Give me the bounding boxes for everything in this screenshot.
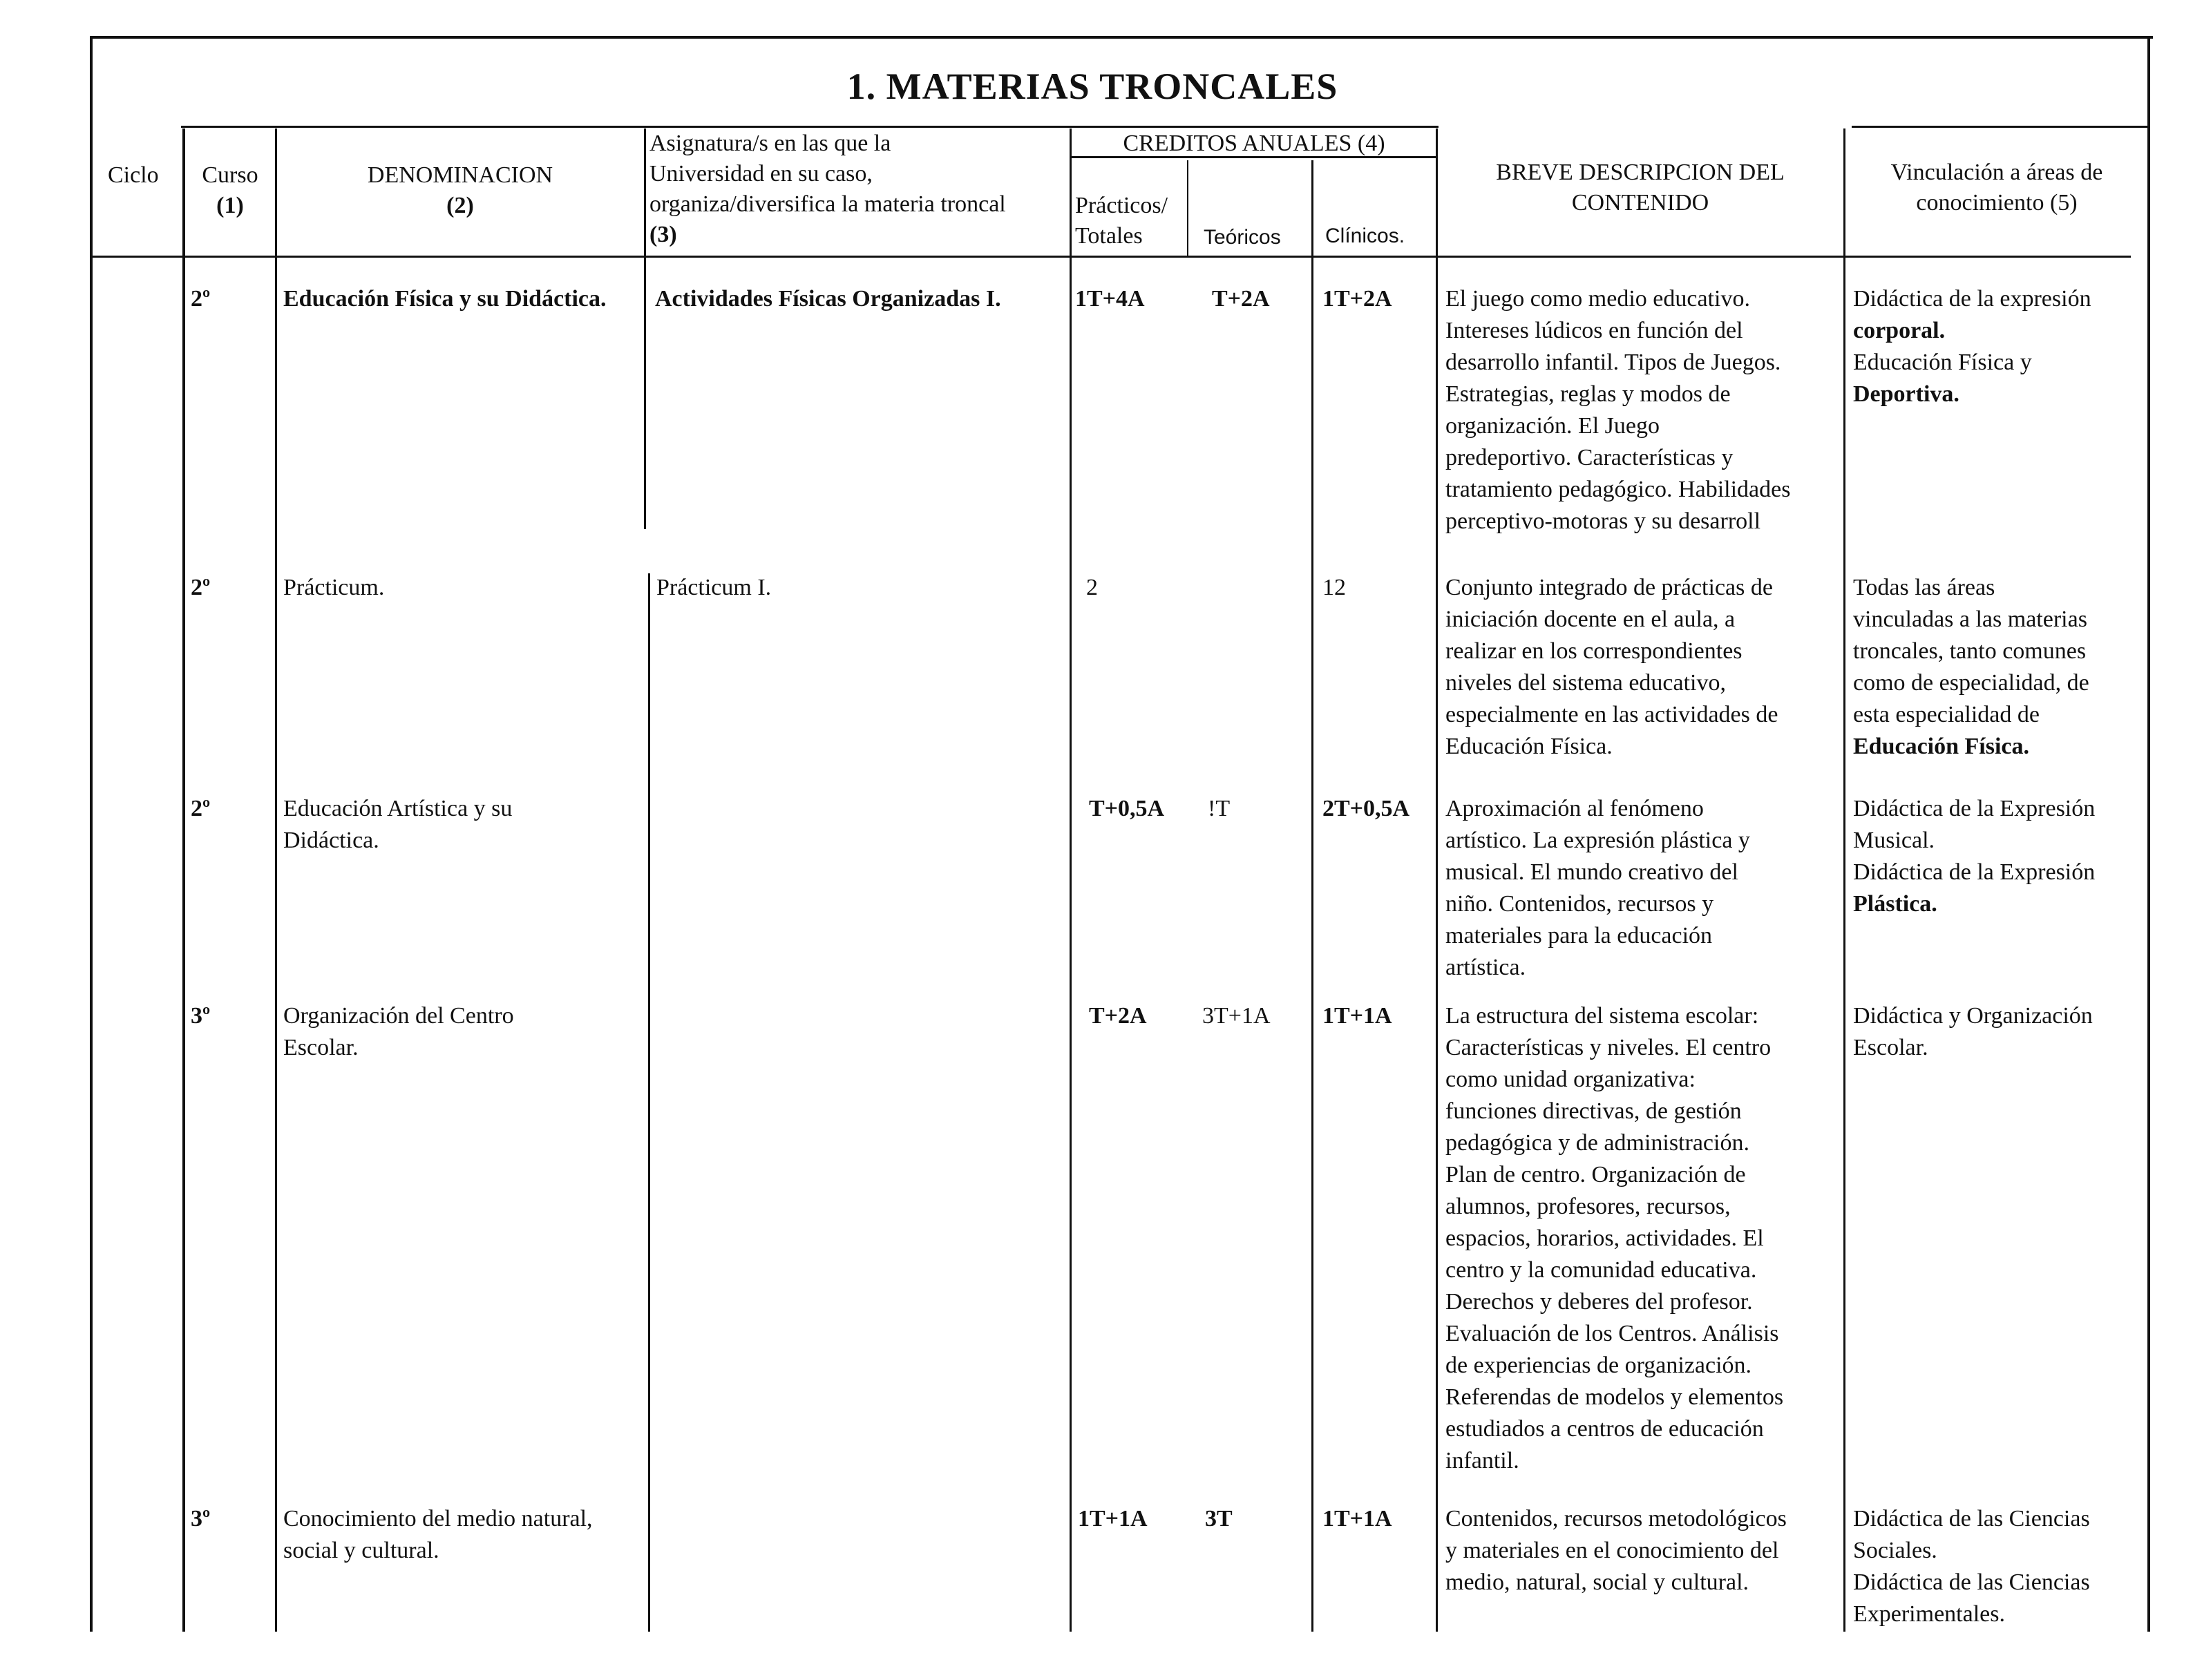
row3-curso: 2º bbox=[191, 796, 211, 821]
header-practicos-line: Prácticos/ bbox=[1075, 193, 1168, 218]
header-vinculacion-line: conocimiento (5) bbox=[1916, 190, 2078, 216]
row2-descripcion-line: Educación Física. bbox=[1445, 734, 1613, 759]
row1-vinculacion-line: corporal. bbox=[1853, 318, 1946, 343]
title-underline bbox=[181, 126, 1439, 128]
col-divider-teoricos bbox=[1187, 160, 1188, 256]
header-breve-line: BREVE DESCRIPCION DEL bbox=[1496, 160, 1785, 185]
row1-descripcion-line: desarrollo infantil. Tipos de Juegos. bbox=[1445, 350, 1781, 375]
row4-descripcion-line: estudiados a centros de educación bbox=[1445, 1416, 1764, 1442]
row5-descripcion bbox=[1445, 1503, 1846, 1598]
row4-descripcion-line: de experiencias de organización. bbox=[1445, 1353, 1752, 1378]
row1-descripcion-line: El juego como medio educativo. bbox=[1445, 286, 1750, 312]
row5-descripcion-line: Contenidos, recursos metodológicos bbox=[1445, 1506, 1787, 1531]
header-teoricos: Teóricos bbox=[1204, 226, 1281, 249]
header-curso-ref: (1) bbox=[216, 193, 244, 218]
row3-descripcion-line: niño. Contenidos, recursos y bbox=[1445, 891, 1714, 917]
row2-denominacion bbox=[283, 572, 643, 604]
row1-descripcion-line: organización. El Juego bbox=[1445, 413, 1660, 439]
row2-vinculacion-line: Educación Física. bbox=[1853, 734, 2030, 759]
row3-vinculacion-line: Didáctica de la Expresión bbox=[1853, 796, 2096, 821]
row2-asignatura: Prácticum I. bbox=[656, 575, 772, 600]
row3-teoricos: !T bbox=[1208, 796, 1231, 821]
row3-descripcion bbox=[1445, 793, 1846, 984]
row5-teoricos: 3T bbox=[1205, 1506, 1233, 1531]
row5-vinculacion-line: Experimentales. bbox=[1853, 1601, 2005, 1627]
row4-descripcion-line: Evaluación de los Centros. Análisis bbox=[1445, 1321, 1779, 1346]
row4-denominacion-line: Organización del Centro bbox=[283, 1003, 514, 1029]
row4-descripcion-line: infantil. bbox=[1445, 1448, 1519, 1473]
row5-vinculacion bbox=[1853, 1503, 2143, 1630]
col-divider-asignatura bbox=[644, 128, 646, 529]
row2-descripcion-line: iniciación docente en el aula, a bbox=[1445, 607, 1736, 632]
col-divider-denominacion bbox=[275, 128, 277, 1632]
row2-vinculacion-line: vinculadas a las materias bbox=[1853, 607, 2087, 632]
row3-descripcion-line: Aproximación al fenómeno bbox=[1445, 796, 1704, 821]
header-asignatura bbox=[649, 128, 1070, 250]
row4-descripcion-line: como unidad organizativa: bbox=[1445, 1067, 1696, 1092]
row1-clinicos: 1T+2A bbox=[1322, 286, 1392, 312]
row3-descripcion-line: musical. El mundo creativo del bbox=[1445, 859, 1738, 885]
header-curso bbox=[187, 160, 274, 221]
row4-descripcion-line: Derechos y deberes del profesor. bbox=[1445, 1289, 1753, 1315]
row2-vinculacion-line: Todas las áreas bbox=[1853, 575, 1995, 600]
row2-descripcion-line: realizar en los correspondientes bbox=[1445, 638, 1743, 664]
row4-curso: 3º bbox=[191, 1003, 211, 1029]
header-asignatura-line: organiza/diversifica la materia troncal bbox=[649, 191, 1006, 217]
row3-denominacion-line: Didáctica. bbox=[283, 828, 379, 853]
row1-asignatura: Actividades Físicas Organizadas I. bbox=[655, 286, 1001, 312]
row1-vinculacion-line: Educación Física y bbox=[1853, 350, 2032, 375]
row4-clinicos: 1T+1A bbox=[1322, 1003, 1392, 1029]
row3-clinicos: 2T+0,5A bbox=[1322, 796, 1410, 821]
header-breve-line: CONTENIDO bbox=[1571, 190, 1709, 216]
row1-denominacion-line: Educación Física y su Didáctica. bbox=[283, 286, 607, 312]
row1-descripcion bbox=[1445, 283, 1846, 537]
title-underline-right bbox=[1852, 126, 2149, 128]
row4-descripcion-line: Plan de centro. Organización de bbox=[1445, 1162, 1746, 1187]
row2-descripcion-line: niveles del sistema educativo, bbox=[1445, 670, 1726, 696]
col-divider-asignatura-lower bbox=[648, 573, 650, 1632]
row3-practicos: T+0,5A bbox=[1089, 796, 1165, 821]
row2-vinculacion-line: troncales, tanto comunes bbox=[1853, 638, 2087, 664]
row2-vinculacion-line: como de especialidad, de bbox=[1853, 670, 2089, 696]
header-creditos: CREDITOS ANUALES (4) bbox=[1123, 131, 1385, 156]
header-clinicos: Clínicos. bbox=[1325, 225, 1405, 247]
row2-descripcion-line: Conjunto integrado de prácticas de bbox=[1445, 575, 1773, 600]
row4-descripcion-line: centro y la comunidad educativa. bbox=[1445, 1257, 1757, 1283]
row4-descripcion-line: La estructura del sistema escolar: bbox=[1445, 1003, 1759, 1029]
frame-right-line bbox=[2147, 36, 2150, 1632]
header-denominacion bbox=[278, 160, 643, 221]
row3-vinculacion-line: Musical. bbox=[1853, 828, 1935, 853]
row5-denominacion bbox=[283, 1503, 643, 1567]
row2-denominacion-line: Prácticum. bbox=[283, 575, 385, 600]
header-curso-label: Curso bbox=[202, 162, 258, 188]
row2-vinculacion-line: esta especialidad de bbox=[1853, 702, 2040, 727]
col-divider-curso bbox=[182, 128, 185, 1632]
row1-descripcion-line: predeportivo. Características y bbox=[1445, 445, 1734, 470]
frame-left-line bbox=[90, 36, 93, 1632]
row4-vinculacion-line: Didáctica y Organización bbox=[1853, 1003, 2093, 1029]
row4-descripcion-line: alumnos, profesores, recursos, bbox=[1445, 1194, 1731, 1219]
row3-descripcion-line: artístico. La expresión plástica y bbox=[1445, 828, 1750, 853]
row1-curso: 2º bbox=[191, 286, 211, 312]
row1-descripcion-line: Intereses lúdicos en función del bbox=[1445, 318, 1743, 343]
header-vinculacion-line: Vinculación a áreas de bbox=[1890, 160, 2103, 185]
row2-clinicos: 12 bbox=[1322, 575, 1346, 600]
row4-denominacion bbox=[283, 1000, 643, 1064]
row5-vinculacion-line: Didáctica de las Ciencias bbox=[1853, 1569, 2090, 1595]
row5-denominacion-line: Conocimiento del medio natural, bbox=[283, 1506, 593, 1531]
row4-descripcion-line: pedagógica y de administración. bbox=[1445, 1130, 1749, 1156]
row3-descripcion-line: materiales para la educación bbox=[1445, 923, 1713, 948]
row2-descripcion-line: especialmente en las actividades de bbox=[1445, 702, 1778, 727]
col-divider-descripcion bbox=[1436, 128, 1438, 1632]
row3-denominacion bbox=[283, 793, 643, 857]
row5-denominacion-line: social y cultural. bbox=[283, 1538, 439, 1563]
row5-curso: 3º bbox=[191, 1506, 211, 1531]
row4-denominacion-line: Escolar. bbox=[283, 1035, 359, 1060]
header-asignatura-ref: (3) bbox=[649, 222, 677, 247]
row4-descripcion-line: Características y niveles. El centro bbox=[1445, 1035, 1772, 1060]
row5-clinicos: 1T+1A bbox=[1322, 1506, 1392, 1531]
row4-descripcion-line: espacios, horarios, actividades. El bbox=[1445, 1225, 1764, 1251]
header-ciclo: Ciclo bbox=[108, 162, 159, 188]
row1-descripcion-line: Estrategias, reglas y modos de bbox=[1445, 381, 1731, 407]
row4-teoricos: 3T+1A bbox=[1202, 1003, 1271, 1029]
header-vinculacion bbox=[1846, 158, 2147, 218]
row4-descripcion bbox=[1445, 1000, 1846, 1477]
row2-vinculacion bbox=[1853, 572, 2143, 763]
row1-teoricos: T+2A bbox=[1212, 286, 1270, 312]
header-denominacion-label: DENOMINACION bbox=[367, 162, 553, 188]
row5-descripcion-line: medio, natural, social y cultural. bbox=[1445, 1569, 1749, 1595]
header-asignatura-line: Asignatura/s en las que la bbox=[649, 131, 891, 156]
header-denominacion-ref: (2) bbox=[446, 193, 474, 218]
row1-vinculacion-line: Didáctica de la expresión bbox=[1853, 286, 2091, 312]
row1-descripcion-line: perceptivo-motoras y su desarroll bbox=[1445, 508, 1761, 534]
row2-curso: 2º bbox=[191, 575, 211, 600]
row4-descripcion-line: funciones directivas, de gestión bbox=[1445, 1098, 1742, 1124]
row5-vinculacion-line: Didáctica de las Ciencias bbox=[1853, 1506, 2090, 1531]
row3-descripcion-line: artística. bbox=[1445, 955, 1526, 980]
row1-vinculacion-line: Deportiva. bbox=[1853, 381, 1959, 407]
row1-descripcion-line: tratamiento pedagógico. Habilidades bbox=[1445, 477, 1791, 502]
row5-vinculacion-line: Sociales. bbox=[1853, 1538, 1937, 1563]
row1-denominacion bbox=[283, 283, 643, 315]
frame-top-line bbox=[90, 36, 2153, 39]
row1-practicos: 1T+4A bbox=[1075, 286, 1145, 312]
row4-vinculacion-line: Escolar. bbox=[1853, 1035, 1928, 1060]
row4-descripcion-line: Referendas de modelos y elementos bbox=[1445, 1384, 1784, 1410]
row3-vinculacion-line: Didáctica de la Expresión bbox=[1853, 859, 2096, 885]
page-title: 1. MATERIAS TRONCALES bbox=[846, 66, 1338, 107]
col-divider-practicos bbox=[1070, 128, 1072, 1632]
row5-practicos: 1T+1A bbox=[1078, 1506, 1148, 1531]
header-bottom-line bbox=[93, 256, 2131, 258]
row3-vinculacion bbox=[1853, 793, 2143, 920]
row2-descripcion bbox=[1445, 572, 1846, 763]
row4-practicos: T+2A bbox=[1089, 1003, 1147, 1029]
row1-vinculacion bbox=[1853, 283, 2143, 410]
row4-vinculacion bbox=[1853, 1000, 2143, 1064]
row3-vinculacion-line: Plástica. bbox=[1853, 891, 1937, 917]
row5-descripcion-line: y materiales en el conocimiento del bbox=[1445, 1538, 1779, 1563]
col-divider-clinicos bbox=[1311, 160, 1313, 1632]
header-asignatura-line: Universidad en su caso, bbox=[649, 161, 873, 187]
header-practicos bbox=[1075, 191, 1168, 251]
row2-practicos: 2 bbox=[1086, 575, 1098, 600]
header-practicos-line: Totales bbox=[1075, 223, 1143, 249]
row3-denominacion-line: Educación Artística y su bbox=[283, 796, 513, 821]
header-breve-descripcion bbox=[1439, 158, 1842, 218]
